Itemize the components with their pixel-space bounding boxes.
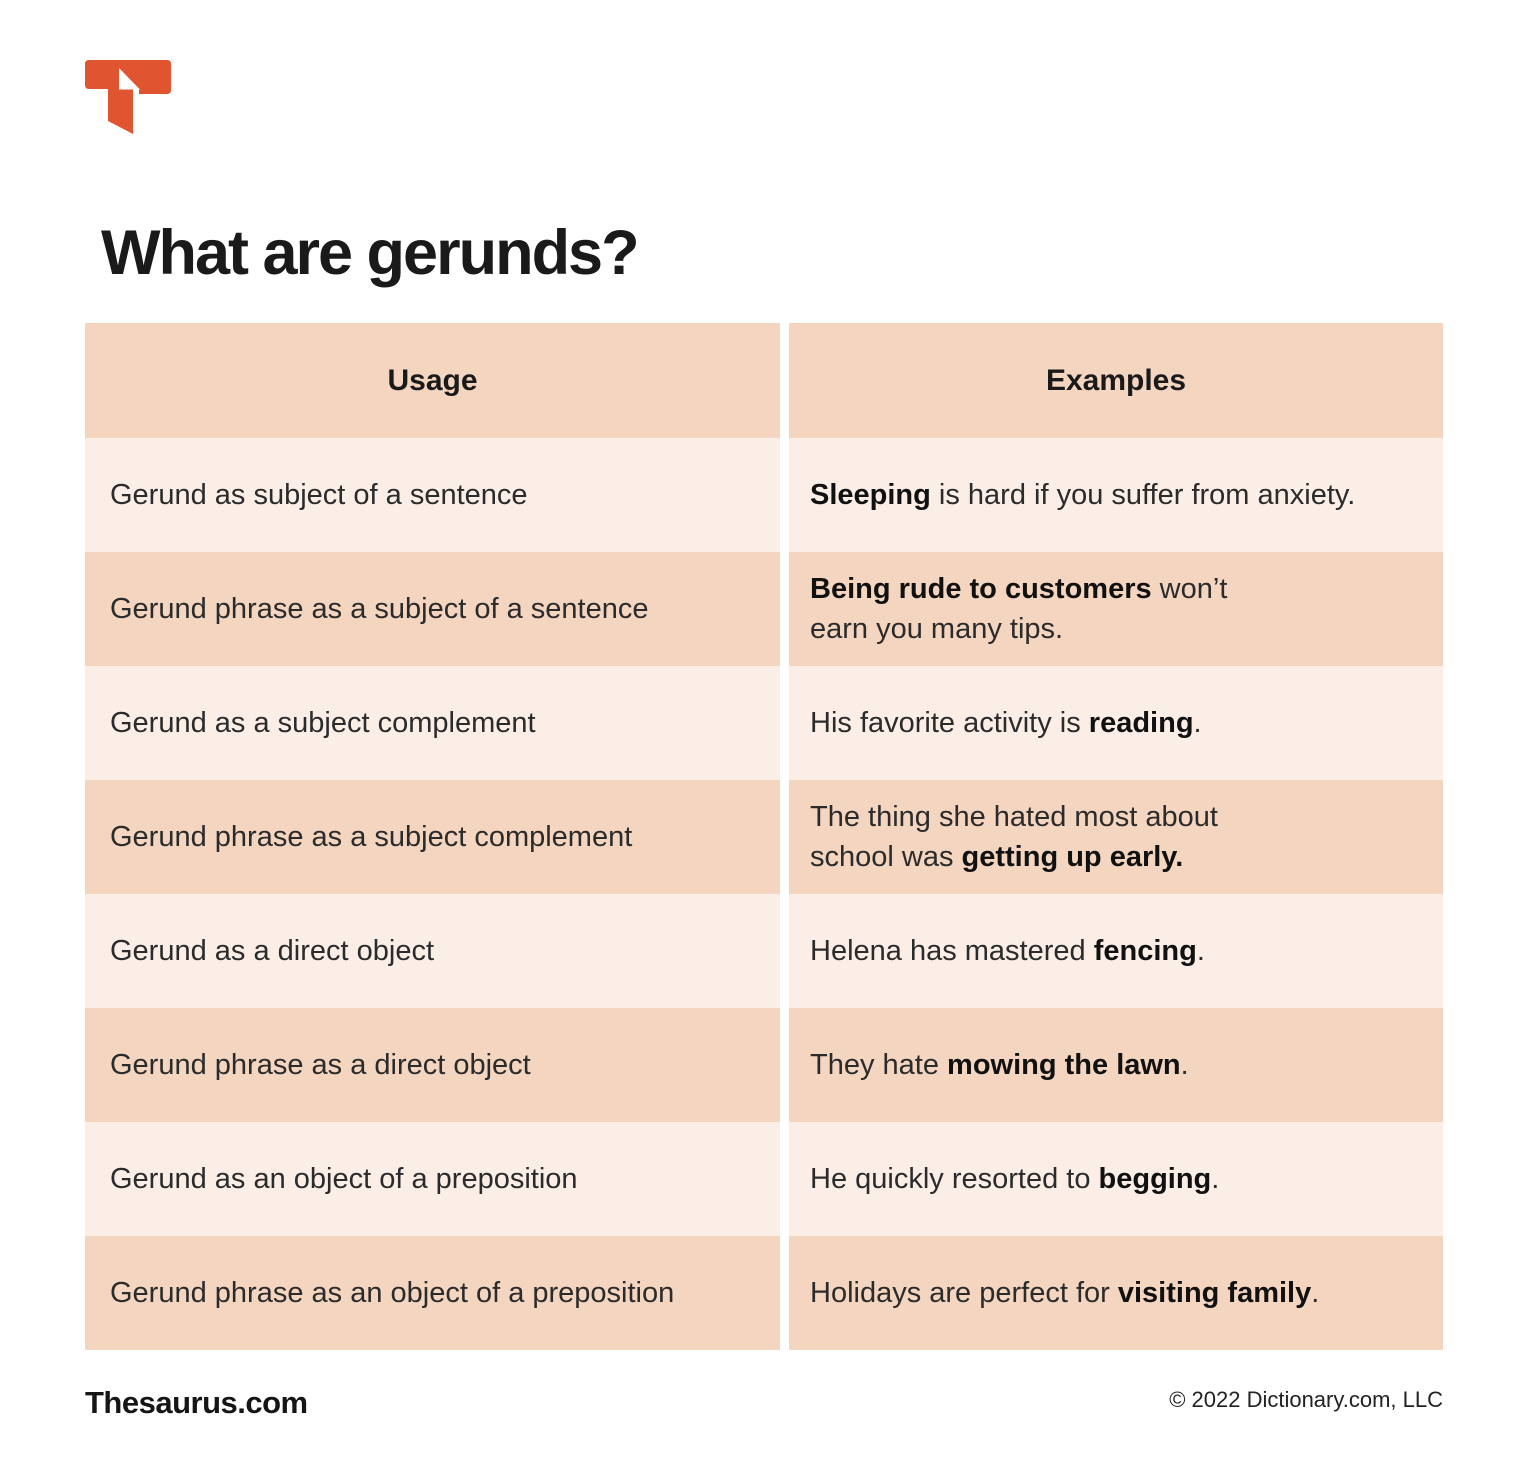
example-line: Sleeping is hard if you suffer from anxiety.: [810, 479, 1356, 511]
copyright-text: © 2022 Dictionary.com, LLC: [1169, 1387, 1443, 1412]
usage-cell: Gerund as an object of a preposition: [85, 1122, 780, 1236]
example-line: Holidays are perfect for visiting family.: [810, 1277, 1320, 1309]
example-line: school was getting up early.: [810, 841, 1184, 873]
table-row: [85, 552, 1443, 666]
example-cell: [789, 1008, 1443, 1122]
usage-cell: Gerund as a direct object: [85, 894, 780, 1008]
thesaurus-logo-icon: [85, 60, 171, 140]
usage-cell: Gerund phrase as a subject of a sentence: [85, 552, 780, 666]
brand-wordmark: Thesaurus.com: [85, 1385, 308, 1420]
table-row: [85, 780, 1443, 894]
page-title: What are gerunds?: [101, 218, 638, 288]
column-header-usage: Usage: [85, 323, 780, 438]
example-line: Being rude to customers won’t: [810, 573, 1228, 605]
usage-cell: Gerund as a subject complement: [85, 666, 780, 780]
table-row: [85, 1008, 1443, 1122]
example-cell: [789, 1122, 1443, 1236]
gerunds-usage-table: [85, 323, 1443, 1350]
example-line: The thing she hated most about: [810, 801, 1218, 833]
table-row: [85, 894, 1443, 1008]
table-row: [85, 1236, 1443, 1350]
example-line: Helena has mastered fencing.: [810, 935, 1205, 967]
example-line: He quickly resorted to begging.: [810, 1163, 1220, 1195]
example-cell: [789, 894, 1443, 1008]
column-header-examples: Examples: [789, 323, 1443, 438]
example-line: His favorite activity is reading.: [810, 707, 1202, 739]
table-row: [85, 1122, 1443, 1236]
usage-cell: Gerund phrase as a direct object: [85, 1008, 780, 1122]
table-body: [85, 438, 1443, 1350]
example-line: earn you many tips.: [810, 613, 1064, 645]
example-line: They hate mowing the lawn.: [810, 1049, 1189, 1081]
table-row: [85, 438, 1443, 552]
example-cell: [789, 552, 1443, 666]
usage-cell: Gerund as subject of a sentence: [85, 438, 780, 552]
usage-cell: Gerund phrase as a subject complement: [85, 780, 780, 894]
example-cell: [789, 780, 1443, 894]
example-cell: [789, 1236, 1443, 1350]
example-cell: [789, 666, 1443, 780]
table-row: [85, 666, 1443, 780]
usage-cell: Gerund phrase as an object of a preposition: [85, 1236, 780, 1350]
table-header-row: [85, 323, 1443, 438]
example-cell: [789, 438, 1443, 552]
